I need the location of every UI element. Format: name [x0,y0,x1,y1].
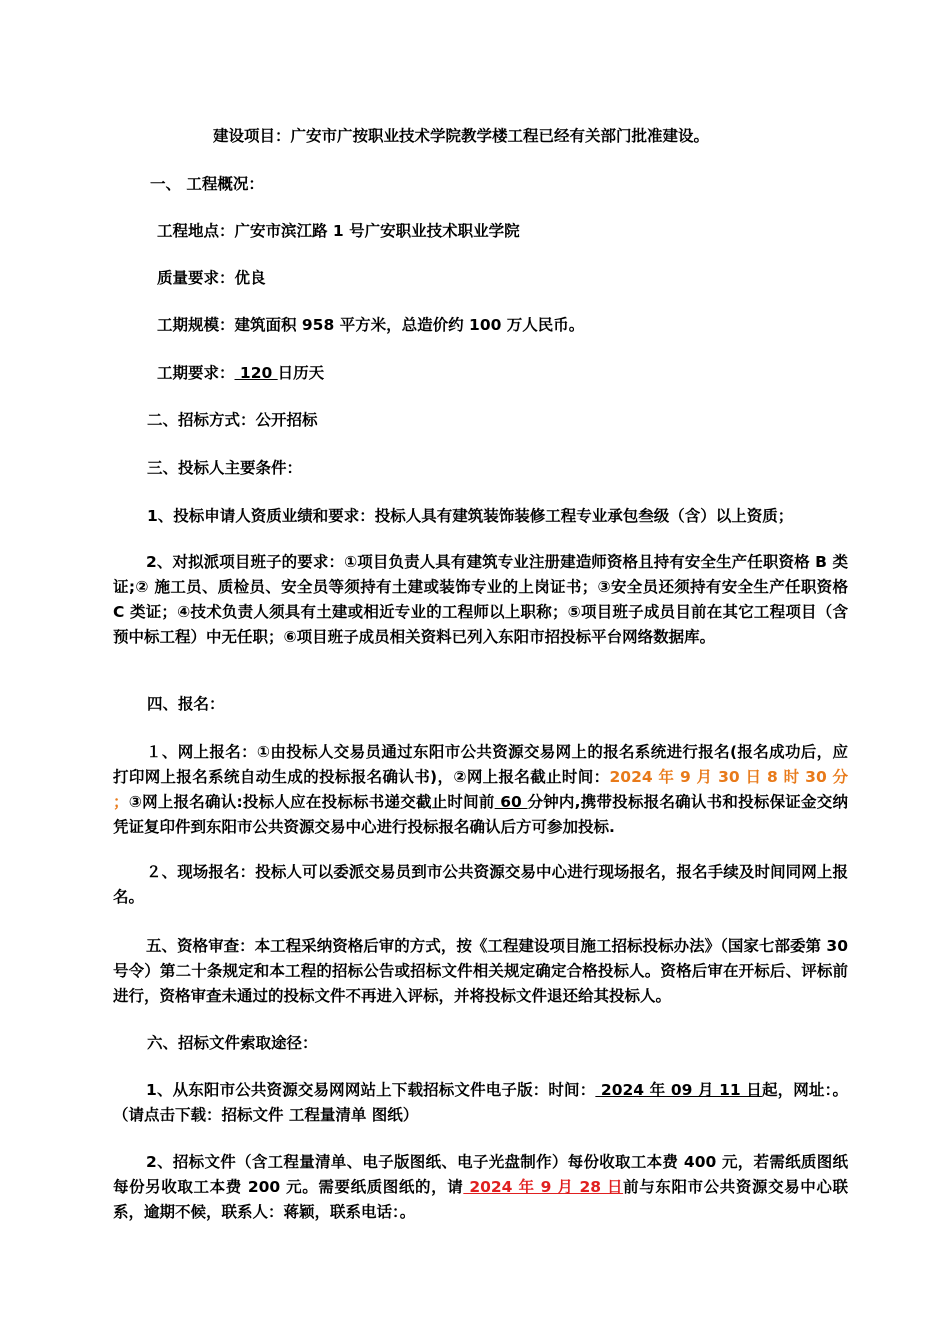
period-requirement [157,361,324,386]
section-5-qualification: 五、资格审查：本工程采纳资格后审的方式，按《工程建设项目施工招标投标办法》（国家七部委第 30 号令）第二十条规定和本工程的招标公告或招标文件相关规定确定合格投标人。资格后审在开标后、评标前进行，资格审查未通过的投标文件不再进入评标，并将投标文件退还给其投标人。 [113,937,848,1005]
download-text-a: 1、从东阳市公共资源交易网网站上下载招标文件电子版：时间： [146,1081,596,1099]
section-2-heading: 二、招标方式：公开招标 [147,411,318,429]
download-text-b: 起，网址：。 （请点击下载：招标文件 工程量清单 图纸） [113,1081,848,1124]
fee-text-a: 2、招标文件（含工程量清单、电子版图纸、电子光盘制作）每份收取工本费 400 元，若需纸质图纸每份另收取工本费 200 元。需要纸质图纸的，请 [113,1153,848,1196]
section-1-heading: 一、 工程概况： [150,175,264,193]
project-scale: 工期规模：建筑面积 958 平方米，总造价约 100 万人民币。 [157,316,585,334]
period-value: 120 [234,364,278,382]
online-registration [113,740,848,840]
period-unit: 日历天 [277,364,325,382]
condition-1: 1、投标申请人资质业绩和要求：投标人具有建筑装饰装修工程专业承包叁级（含）以上资质； [147,507,794,525]
online-registration-text-c: 分钟内,携带投标报名确认书和投标保证金交纳凭证复印件到东阳市公共资源交易中心进行投标报名确认后方可参加投标. [113,793,848,836]
download-date: 2024 年 09 月 11 日 [595,1081,762,1099]
quality-requirement: 质量要求：优良 [157,269,266,287]
onsite-registration: ２、现场报名：投标人可以委派交易员到市公共资源交易中心进行现场报名，报名手续及时间同网上报名。 [113,863,848,906]
fee-text-b: 前与东阳市公共资源交易中心联系，逾期不候，联系人：蒋颖，联系电话：。 [113,1178,848,1221]
document-fee [113,1150,848,1225]
section-4-heading: 四、报名： [147,695,225,713]
period-label: 工期要求： [157,364,235,382]
intro-line: 建设项目：广安市广按职业技术学院教学楼工程已经有关部门批准建设。 [213,127,710,145]
project-location: 工程地点：广安市滨江路 1 号广安职业技术职业学院 [157,222,520,240]
section-6-heading: 六、招标文件索取途径： [147,1034,318,1052]
section-3-heading: 三、投标人主要条件： [147,459,303,477]
online-registration-text-a: １、网上报名：①由投标人交易员通过东阳市公共资源交易网上的报名系统进行报名(报名成功后，应打印网上报名系统自动生成的投标报名确认书)，②网上报名截止时间： [113,743,848,786]
document-download [113,1078,848,1128]
online-registration-deadline: 2024 年 9 月 30 日 8 时 30 分 ； [113,768,848,811]
condition-2: 2、对拟派项目班子的要求：①项目负责人具有建筑专业注册建造师资格且持有安全生产任职资格 B 类证;② 施工员、质检员、安全员等须持有土建或装饰专业的上岗证书；③安全员还须持有安全生产任职资格 C 类证；④技术负责人须具有土建或相近专业的工程师以上职称；⑤项目班子成员目前在其它工程项目（含预中标工程）中无任职；⑥项目班子成员相关资料已列入东阳市招投标平台网络数据库。 [113,553,848,646]
confirmation-minutes: 60 [494,793,528,811]
paper-drawing-deadline: 2024 年 9 月 28 日 [463,1178,624,1196]
online-registration-text-b: ③网上报名确认:投标人应在投标标书递交截止时间前 [128,793,495,811]
